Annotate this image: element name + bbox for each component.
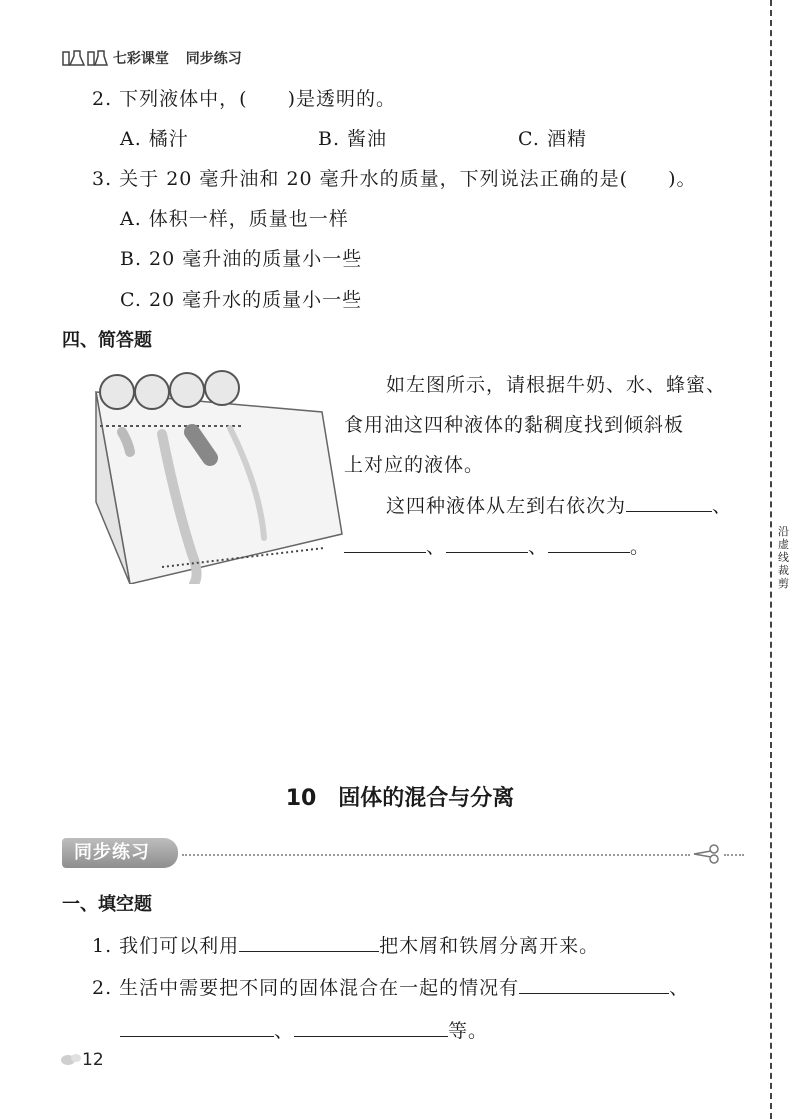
header-series: 七彩课堂 — [112, 51, 169, 67]
question-2-option-c: C. 酒精 — [518, 128, 587, 150]
question-2-option-b: B. 酱油 — [318, 128, 388, 150]
section-4-para2-line1 — [386, 491, 732, 518]
cut-guide-line — [770, 0, 772, 1119]
separator: 、 — [274, 1020, 295, 1042]
fill-q1-pre: 1. 我们可以利用 — [92, 935, 240, 957]
fill-question-2 — [92, 973, 689, 1000]
section-4-para1-line2: 食用油这四种液体的黏稠度找到倾斜板 — [344, 414, 685, 436]
separator: 、 — [426, 536, 447, 558]
fill-q2-blank-3[interactable] — [294, 1018, 448, 1037]
question-3-option-c: C. 20 毫升水的质量小一些 — [120, 289, 363, 311]
section-4-para2-text: 这四种液体从左到右依次为 — [386, 495, 627, 517]
fill-q2-pre: 2. 生活中需要把不同的固体混合在一起的情况有 — [92, 977, 520, 999]
tilted-board-illustration — [92, 362, 344, 584]
question-3-option-a: A. 体积一样，质量也一样 — [120, 208, 349, 230]
page-header — [62, 48, 242, 68]
fill-section-title: 一、填空题 — [62, 894, 152, 915]
question-3-stem: 3. 关于 20 毫升油和 20 毫升水的质量，下列说法正确的是( )。 — [92, 168, 697, 190]
section-4-para2-line2 — [344, 532, 650, 559]
separator: 、 — [712, 495, 733, 517]
page-number — [60, 1050, 104, 1070]
header-section: 同步练习 — [185, 51, 242, 67]
answer-blank-4[interactable] — [548, 534, 630, 553]
separator: 、 — [669, 977, 690, 999]
dotted-divider-tail — [724, 854, 744, 856]
fill-q2-blank-2[interactable] — [120, 1018, 274, 1037]
section-4-title: 四、简答题 — [62, 330, 152, 351]
lab-flasks-icon — [62, 48, 108, 66]
answer-blank-1[interactable] — [626, 493, 712, 512]
fill-question-2-line2 — [120, 1016, 488, 1043]
question-2-stem: 2. 下列液体中，( )是透明的。 — [92, 88, 396, 110]
fill-q2-blank-1[interactable] — [519, 975, 669, 994]
fill-question-1 — [92, 931, 599, 958]
leaf-icon — [60, 1052, 82, 1066]
chapter-title: 10 固体的混合与分离 — [285, 786, 515, 811]
dotted-divider — [182, 854, 690, 856]
separator: 、 — [528, 536, 549, 558]
section-4-para1-line3: 上对应的液体。 — [344, 454, 485, 476]
fill-q1-blank[interactable] — [239, 933, 379, 952]
scissors-icon — [692, 844, 722, 864]
fill-q1-post: 把木屑和铁屑分离开来。 — [379, 935, 600, 957]
period: 。 — [630, 536, 651, 558]
fill-q2-end: 等。 — [448, 1020, 489, 1042]
question-3-option-b: B. 20 毫升油的质量小一些 — [120, 248, 363, 270]
section-4-para1-line1: 如左图所示，请根据牛奶、水、蜂蜜、 — [386, 374, 727, 396]
answer-blank-2[interactable] — [344, 534, 426, 553]
cut-guide-text: 沿虚线裁剪 — [778, 525, 789, 590]
question-2-option-a: A. 橘汁 — [120, 128, 189, 150]
answer-blank-3[interactable] — [446, 534, 528, 553]
practice-tag: 同步练习 — [62, 838, 178, 868]
page-number-text: 12 — [82, 1050, 104, 1070]
